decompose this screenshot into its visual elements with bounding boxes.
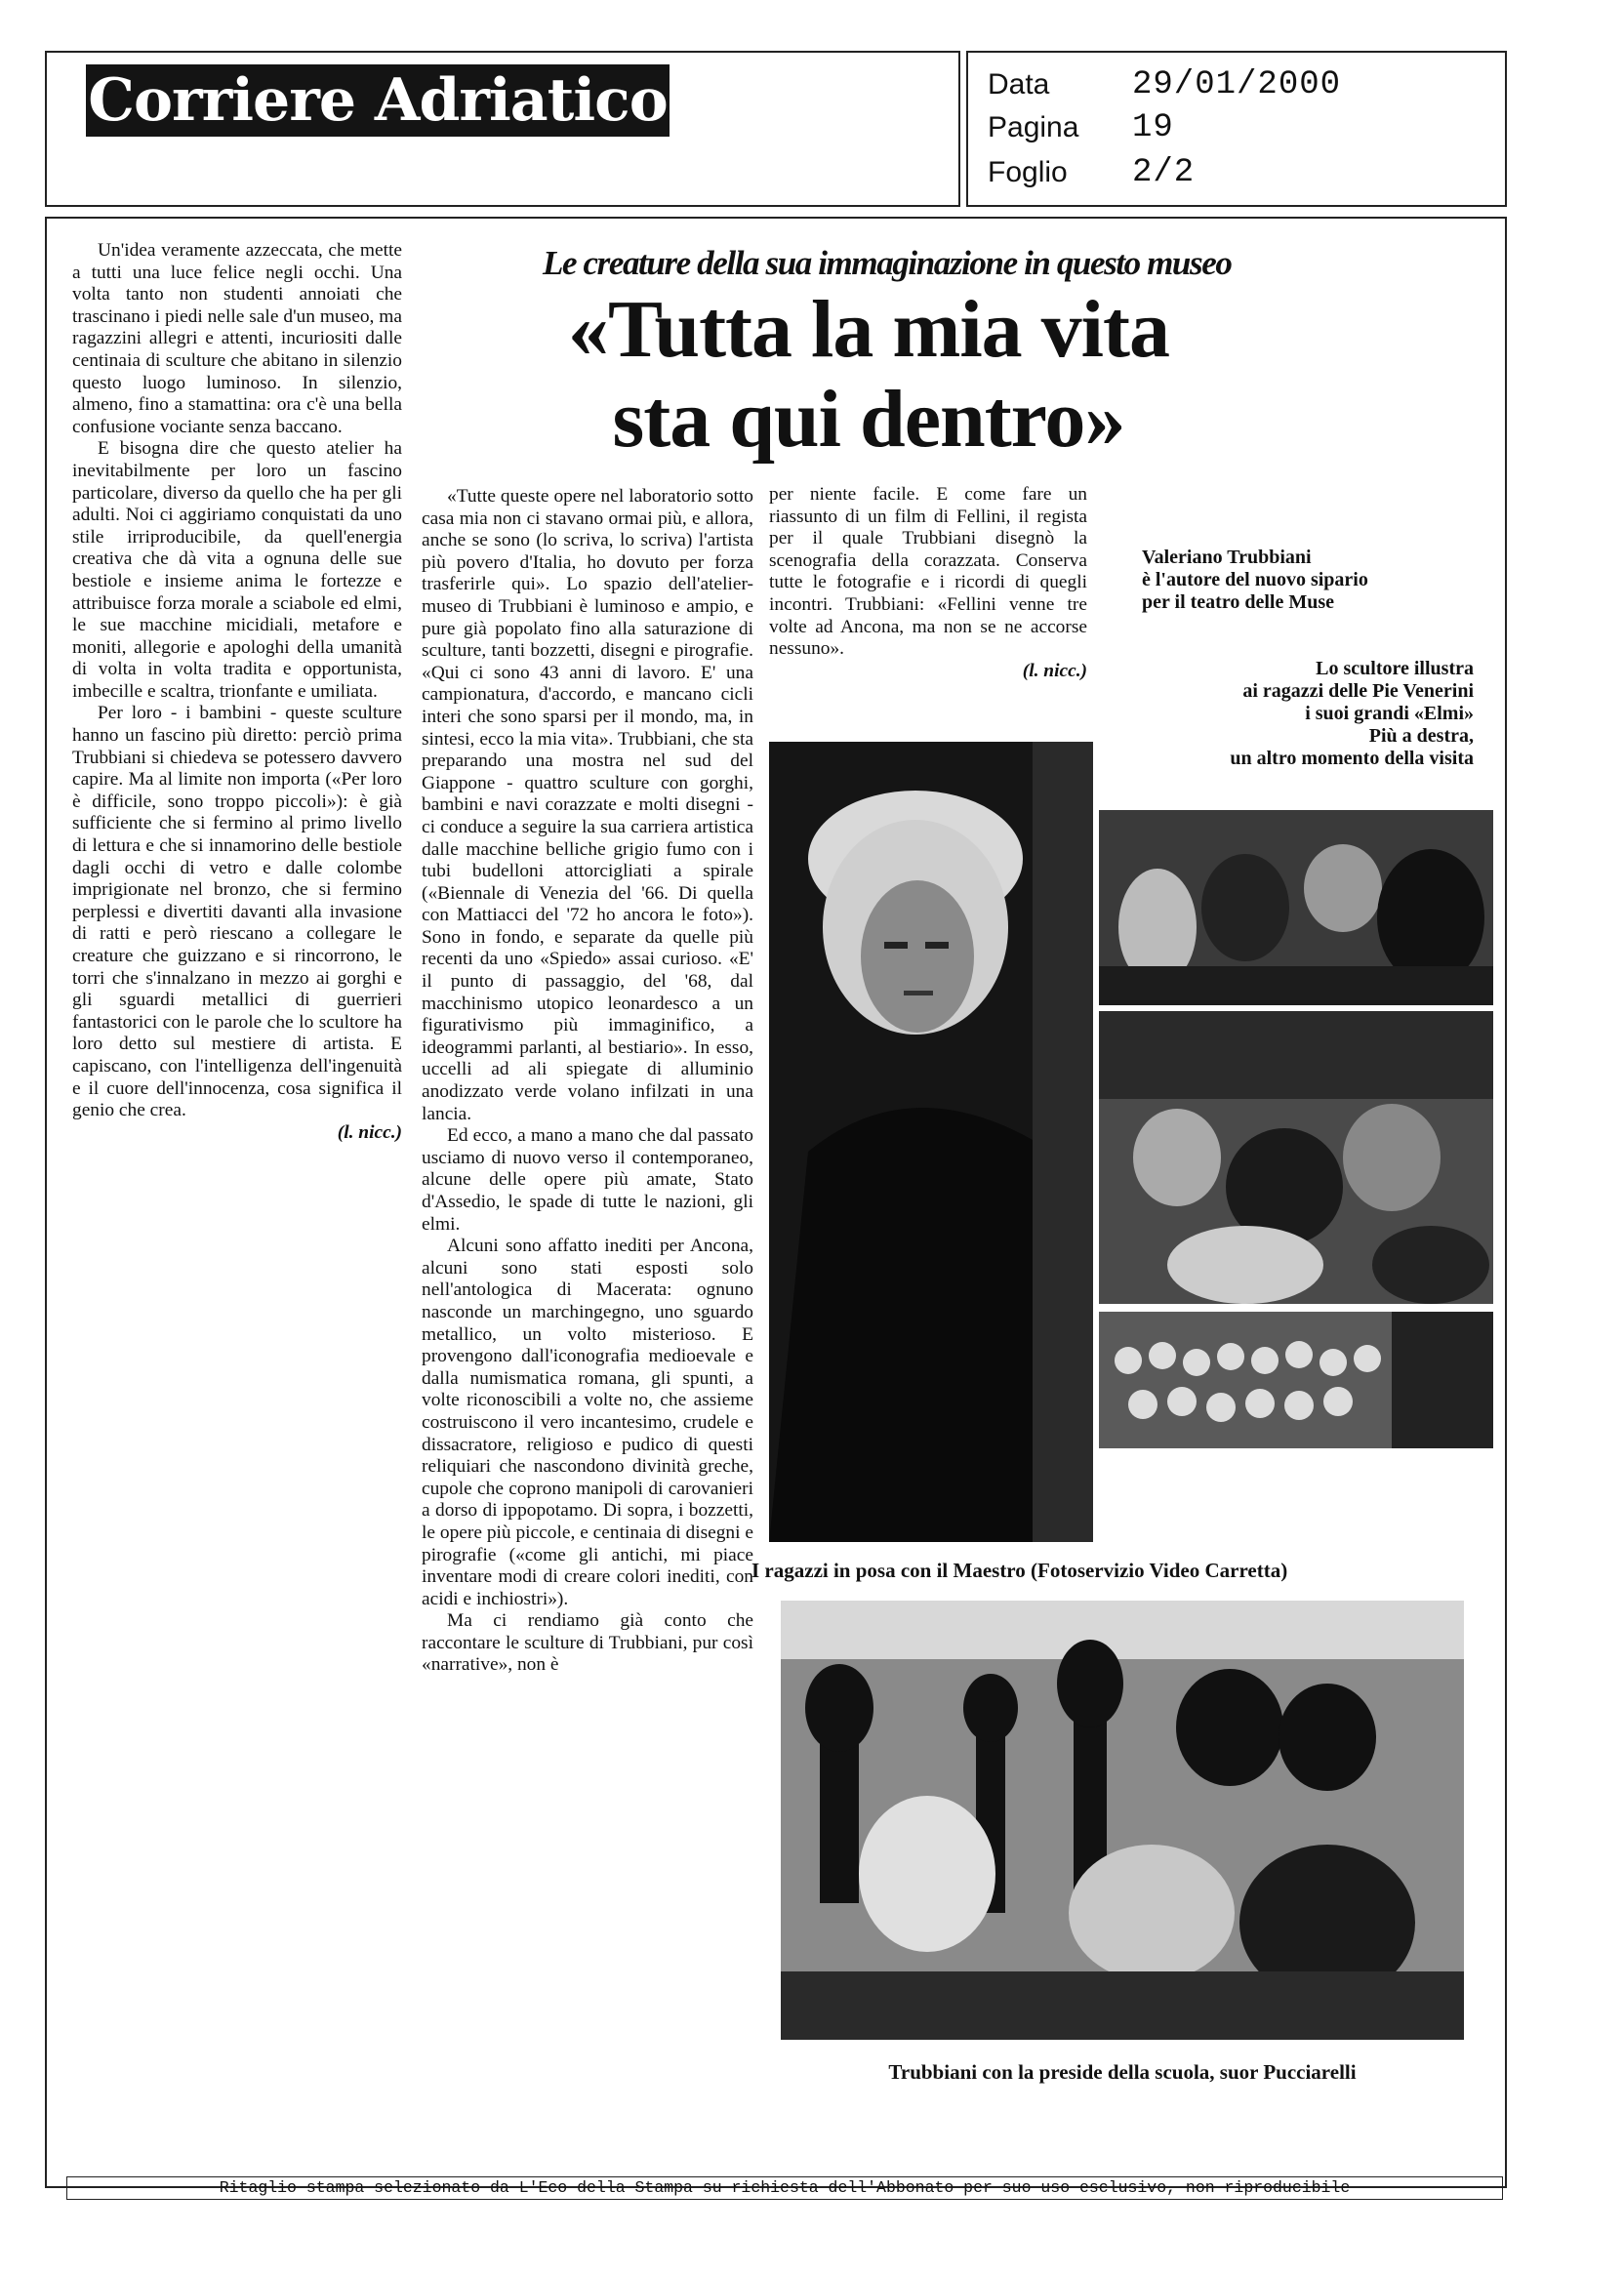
- paragraph: Alcuni sono affatto inediti per Ancona, alcuni sono stati esposti solo nell'antologica di Macerata: ognuno nasconde un marchingegno, uno sguardo metallico, un volto misterioso. E provengono dall'iconografia medioevale e dalla numismatica romana, gli spunti, a volte riconoscibili a volte no, che assieme costruiscono il vero incantesimo, crudele e dissacratore, religioso e pudico di questi reliquiari che nascondono divinità greche, cupole che coprono manipoli di carovanieri a dorso di ippopotamo. Di sopra, i bozzetti, le opere più piccole, e centinaia di disegni e pirografie («come gli antichi, mi piace inventare modi di creare colori inediti, con acidi e inchiostri»).: [422, 1236, 753, 1609]
- column-left: [72, 240, 402, 1144]
- byline: (l. nicc.): [1022, 660, 1087, 681]
- headline: [508, 285, 1230, 465]
- photo-portrait: [769, 742, 1093, 1542]
- column-right: [769, 484, 1087, 682]
- paragraph: Per loro - i bambini - queste sculture hanno un fascino più diretto: perciò prima Trubbiani si chiedeva se potessero davvero capire. Ma al limite non importa («Per loro è difficile, sono troppo piccoli»): è già sufficiente che si fermino al primo livello di lettura e che si innamorino delle bestiole dagli occhi di vetro e dalle colombe imprigionate nel bronzo, che si fermino perplessi e divertiti davanti alla invasione di ratti e però riescano a collegare le creature che guizzano e si rincorrono, le torri che s'innalzano in mezzo ai gorghi e gli sguardi metallici di guerrieri fantastorici con le parole che lo scultore ha loro detto sul mestiere di artista. E capiscano, con l'intelligenza dell'ingenuità e il cuore dell'innocenza, cosa significa il genio che crea.: [72, 703, 402, 1121]
- byline: (l. nicc.): [337, 1121, 402, 1143]
- paragraph: Ed ecco, a mano a mano che dal passato usciamo di nuovo verso il contemporaneo, alcune delle opere più amate, Stato d'Assedio, le spade di tutte le nazioni, gli elmi.: [422, 1125, 753, 1235]
- paragraph: E bisogna dire che questo atelier ha inevitabilmente per loro un fascino particolare, diverso da quello che ha per gli adulti. Noi ci aggiriamo conquistati da uno stile irriproducibile, da quell'energia creativa che dà vita a ognuna delle sue bestiole e insieme anima le fortezze e attribuisce forza morale a sciabole ed elmi, le sue macchine micidiali, metafore e moniti, allegorie e apologhi della umanità di volta in volta tradita e opportunista, imbecille e scaltra, trionfante e umiliata.: [72, 438, 402, 702]
- paragraph: per niente facile. E come fare un riassunto di un film di Fellini, il regista per il quale Trubbiani disegnò la scenografia della corazzata. Conserva tutte le fotografie e i ricordi di quegli incontri. Trubbiani: «Fellini venne tre volte ad Ancona, ma non se ne accorse nessuno».: [769, 484, 1087, 660]
- page-label: Pagina: [988, 111, 1079, 143]
- kicker: Le creature della sua immaginazione in questo museo: [543, 244, 1232, 282]
- headline-line: sta qui dentro»: [612, 374, 1125, 465]
- date-label: Data: [988, 68, 1050, 101]
- photo-visit-2: [1099, 1011, 1493, 1304]
- caption-posa: I ragazzi in posa con il Maestro (Fotoservizio Video Carretta): [751, 1559, 1288, 1582]
- photo-group: [1099, 1312, 1493, 1448]
- caption-preside: Trubbiani con la preside della scuola, suor Pucciarelli: [888, 2060, 1357, 2084]
- paragraph: Un'idea veramente azzeccata, che mette a tutti una luce felice negli occhi. Una volta tanto non studenti annoiati che trascinano i piedi nelle sale d'un museo, ma ragazzini allegri e attenti, incuriositi dalle centinaia di sculture che abitano in silenzio questo luogo luminoso. In silenzio, almeno, fino a stamattina: ora c'è una bella confusione vociante senza baccano.: [72, 240, 402, 437]
- portrait-image: [769, 742, 1093, 1542]
- photo-visit-1: [1099, 810, 1493, 1005]
- caption-sipario: Valeriano Trubbiani è l'autore del nuovo sipario per il teatro delle Muse: [1142, 547, 1368, 613]
- sheet-value: 2/2: [1132, 154, 1196, 191]
- date-value: 29/01/2000: [1132, 66, 1342, 103]
- page-value: 19: [1132, 109, 1174, 146]
- sheet-label: Foglio: [988, 156, 1068, 188]
- photo-preside: [781, 1601, 1464, 2040]
- masthead-logo: Corriere Adriatico: [86, 64, 670, 137]
- paragraph: Ma ci rendiamo già conto che raccontare le sculture di Trubbiani, pur così «narrative», non è: [422, 1610, 753, 1676]
- headline-line: «Tutta la mia vita: [568, 284, 1169, 375]
- footer-notice: Ritaglio stampa selezionato da L'Eco della Stampa su richiesta dell'Abbonato per suo uso esclusivo, non riproducibile: [66, 2176, 1503, 2200]
- column-middle: [422, 486, 753, 1677]
- paragraph: «Tutte queste opere nel laboratorio sotto casa mia non ci stavano ormai più, e allora, anche se sono (lo scriva, lo scriva) l'artista più povero d'Italia, ho dovuto per forza trasferirle qui». Lo spazio dell'atelier-museo di Trubbiani è luminoso e ampio, e pure già popolato fino alla saturazione di sculture, tanti bozzetti, disegni e pirografie. «Qui ci sono 43 anni di lavoro. E' una campionatura, d'accordo, e mancano cicli interi che sono sparsi per il mondo, ma, in sintesi, ecco la mia vita». Trubbiani, che sta preparando una mostra nel sud del Giappone - quattro sculture con gorghi, bambini e navi corazzate e molti disegni - ci conduce a seguire la sua carriera artistica dalle macchine belliche grigio fumo con i tubi budelloni attorcigliati a spirale («Biennale di Venezia del '66. Di quella con Mattiacci del '72 ho ancora le foto»). Sono in fondo, e separate da quelle più recenti da uno «Spiedo» assai curioso. «E' il punto di passaggio, del '68, dal macchinismo utopico leonardesco a un figurativismo più immaginifico, a ideogrammi parlanti, al bestiario». In esso, uccelli ad ali spiegate di alluminio anodizzato verde volano infilzati in una lancia.: [422, 486, 753, 1124]
- caption-visit: Lo scultore illustra ai ragazzi delle Pie Venerini i suoi grandi «Elmi» Più a destra, un altro momento della visita: [1230, 658, 1474, 769]
